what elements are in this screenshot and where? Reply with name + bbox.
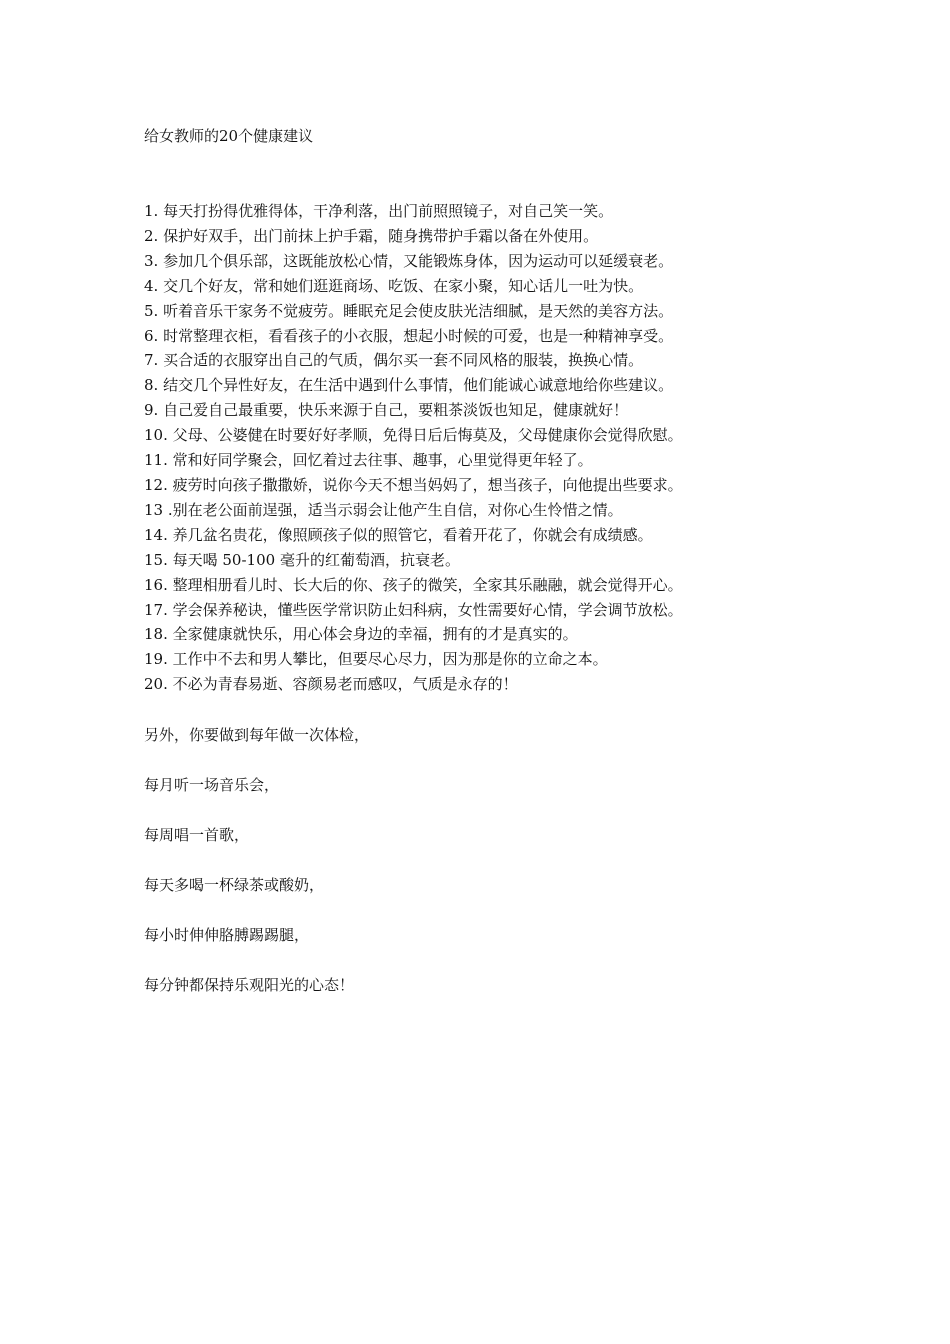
list-item: 17. 学会保养秘诀，懂些医学常识防止妇科病，女性需要好心情，学会调节放松。 [144, 600, 683, 619]
list-item: 19. 工作中不去和男人攀比，但要尽心尽力，因为那是你的立命之本。 [144, 650, 608, 669]
extra-line: 每月听一场音乐会， [144, 776, 280, 794]
list-item: 3. 参加几个俱乐部，这既能放松心情，又能锻炼身体，因为运动可以延缓衰老。 [144, 251, 674, 270]
list-item: 2. 保护好双手，出门前抹上护手霜，随身携带护手霜以备在外使用。 [144, 226, 599, 245]
extra-line: 另外，你要做到每年做一次体检， [144, 726, 370, 744]
list-item: 18. 全家健康就快乐，用心体会身边的幸福，拥有的才是真实的。 [144, 625, 578, 644]
extra-line: 每小时伸伸胳膊踢踢腿， [144, 926, 310, 944]
list-item: 14. 养几盆名贵花，像照顾孩子似的照管它，看着开花了，你就会有成绩感。 [144, 525, 653, 544]
list-item: 20. 不必为青春易逝、容颜易老而感叹，气质是永存的！ [144, 675, 518, 694]
list-item: 11. 常和好同学聚会，回忆着过去往事、趣事，心里觉得更年轻了。 [144, 451, 593, 470]
list-item: 16. 整理相册看儿时、长大后的你、孩子的微笑，全家其乐融融，就会觉得开心。 [144, 575, 683, 594]
list-item: 9. 自己爱自己最重要，快乐来源于自己，要粗茶淡饭也知足，健康就好！ [144, 401, 629, 420]
list-item: 7. 买合适的衣服穿出自己的气质，偶尔买一套不同风格的服装，换换心情。 [144, 351, 644, 370]
document-title: 给女教师的20个健康建议 [144, 127, 314, 145]
list-item: 15. 每天喝 50-100 毫升的红葡萄酒，抗衰老。 [144, 550, 460, 569]
advice-list [144, 199, 844, 697]
list-item: 13 .别在老公面前逞强，适当示弱会让他产生自信，对你心生怜惜之情。 [144, 500, 623, 519]
list-item: 10. 父母、公婆健在时要好好孝顺，免得日后后悔莫及，父母健康你会觉得欣慰。 [144, 426, 683, 445]
extra-line: 每分钟都保持乐观阳光的心态！ [144, 976, 355, 994]
list-item: 6. 时常整理衣柜，看看孩子的小衣服，想起小时候的可爱，也是一种精神享受。 [144, 326, 674, 345]
list-item: 12. 疲劳时向孩子撒撒娇，说你今天不想当妈妈了，想当孩子，向他提出些要求。 [144, 475, 683, 494]
list-item: 4. 交几个好友，常和她们逛逛商场、吃饭、在家小聚，知心话儿一吐为快。 [144, 276, 644, 295]
list-item: 8. 结交几个异性好友，在生活中遇到什么事情，他们能诚心诚意地给你些建议。 [144, 376, 674, 395]
extra-line: 每天多喝一杯绿茶或酸奶， [144, 876, 325, 894]
extra-line: 每周唱一首歌， [144, 826, 250, 844]
list-item: 1. 每天打扮得优雅得体，干净利落，出门前照照镜子，对自己笑一笑。 [144, 202, 614, 220]
extra-advice [144, 723, 844, 1023]
list-item: 5. 听着音乐干家务不觉疲劳。睡眠充足会使皮肤光洁细腻，是天然的美容方法。 [144, 301, 674, 320]
